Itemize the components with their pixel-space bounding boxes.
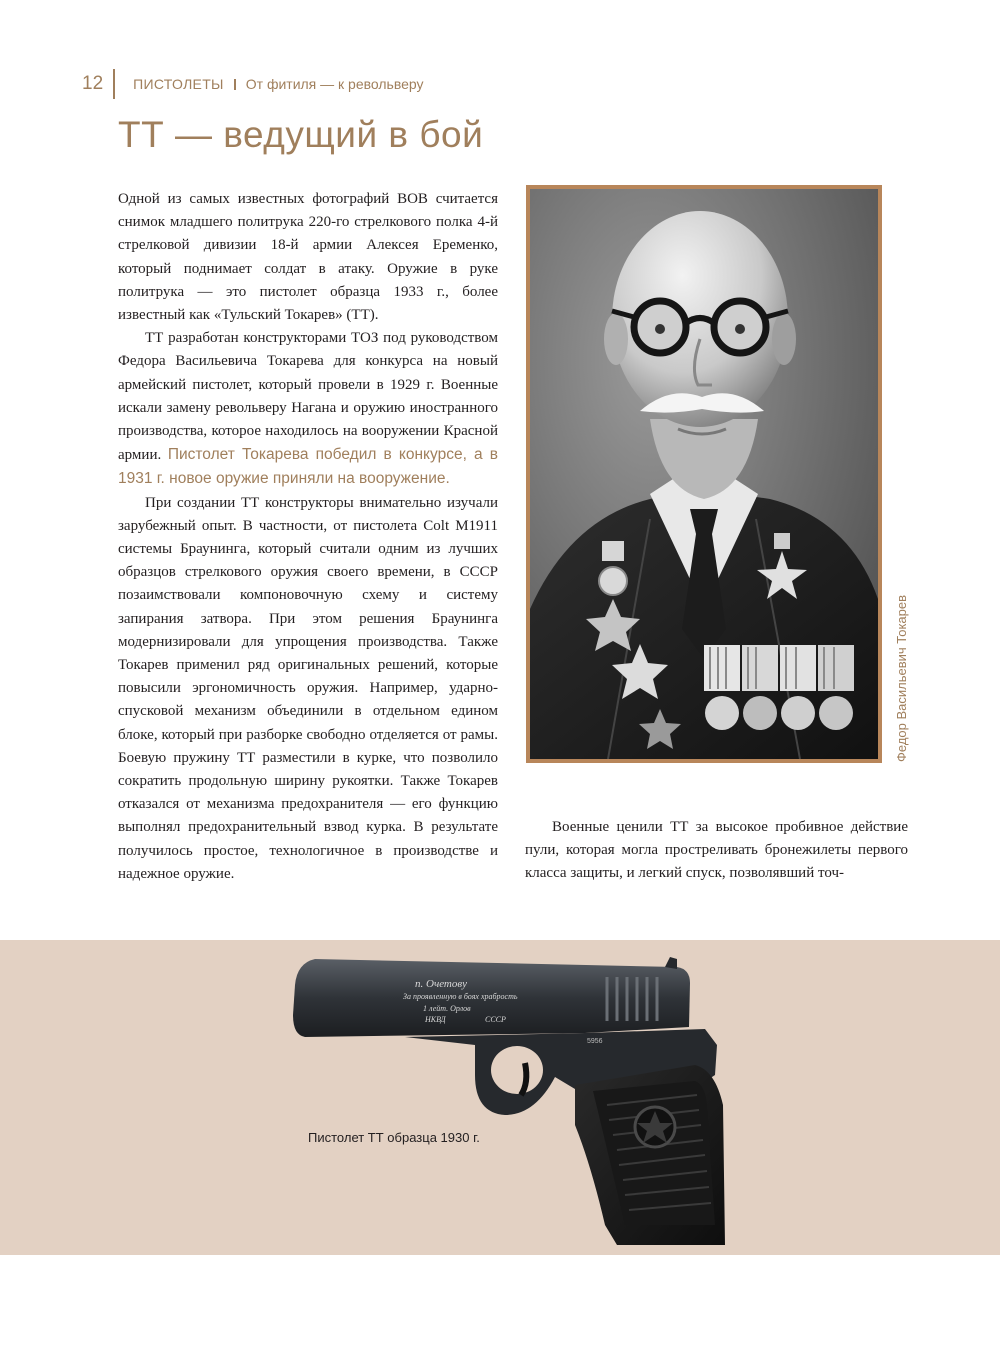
subsection-title: От фитиля — к револьверу	[245, 76, 424, 92]
highlighted-quote: Пистолет Токарева победил в конкурсе, а в 1931 г. новое оружие приняли на вооружение.	[118, 446, 499, 488]
running-head	[82, 70, 424, 98]
pistol-illustration	[285, 945, 735, 1245]
portrait-photo	[526, 185, 882, 763]
paragraph-2	[118, 327, 498, 491]
portrait-illustration	[530, 189, 878, 759]
pistol-serial: 5956	[587, 1038, 603, 1045]
pistol-engraving-line2: За проявленную в боях храбрость	[403, 992, 518, 1001]
header-separator	[234, 79, 236, 90]
pistol-engraving-line5: СССР	[485, 1015, 506, 1024]
pistol-photo	[285, 945, 735, 1250]
article-body-left	[118, 188, 498, 886]
paragraph-3: При создании ТТ конструкторы внимательно изучали зарубежный опыт. В частности, от пистолета Colt M1911 системы Браунинга, который считали одним из лучших образцов стрелкового оружия своего времени, в СССР позаимствовали компоновочную схему и систему запирания затвора. При этом решения Браунинга модернизировали для упрощения производства. Также Токарев применил ряд оригинальных решений, которые повысили эргономичность оружия. Например, ударно-спусковой механизм объединили в отдельном едином блоке, который при разборке свободно отделяется от рамы. Боевую пружину ТТ разместили в курке, что позволило сократить продольную ширину рукоятки. Также Токарев отказался от механизма предохранителя — его функцию выполнял предохранительный взвод курка. В результате получилось простое, технологичное в производстве и надежное оружие.	[118, 494, 498, 882]
article-title: ТТ — ведущий в бой	[118, 114, 484, 155]
paragraph-1: Одной из самых известных фотографий ВОВ считается снимок младшего политрука 220-го стрелкового полка 4-й стрелковой дивизии 18-й армии Алексея Еременко, который поднимает солдат в атаку. Оружие в руке политрука — это пистолет образца 1933 г., более известный как «Тульский Токарев» (ТТ).	[118, 191, 498, 324]
pistol-engraving-line4: НКВД	[425, 1015, 446, 1024]
header-divider	[113, 69, 115, 99]
pistol-caption: Пистолет ТТ образца 1930 г.	[308, 1130, 480, 1145]
article-body-right	[525, 816, 908, 886]
pistol-engraving-line1: п. Очетову	[415, 978, 468, 990]
paragraph-2-text: ТТ разработан конструкторами ТОЗ под руководством Федора Васильевича Токарева для конкурса на новый армейский пистолет, который провели в 1929 г. Военные искали замену револьверу Нагана и оружию иностранного производства, которое находилось на вооружении Красной армии.	[118, 330, 498, 464]
paragraph-4: Военные ценили ТТ за высокое пробивное действие пули, которая могла простреливать бронежилеты первого класса защиты, и легкий спуск, позволявший точ-	[525, 819, 908, 882]
portrait-caption: Федор Васильевич Токарев	[894, 594, 909, 762]
page-number: 12	[82, 73, 104, 94]
pistol-engraving-line3: 1 лейт. Орлов	[423, 1004, 471, 1013]
section-title: ПИСТОЛЕТЫ	[133, 76, 224, 92]
